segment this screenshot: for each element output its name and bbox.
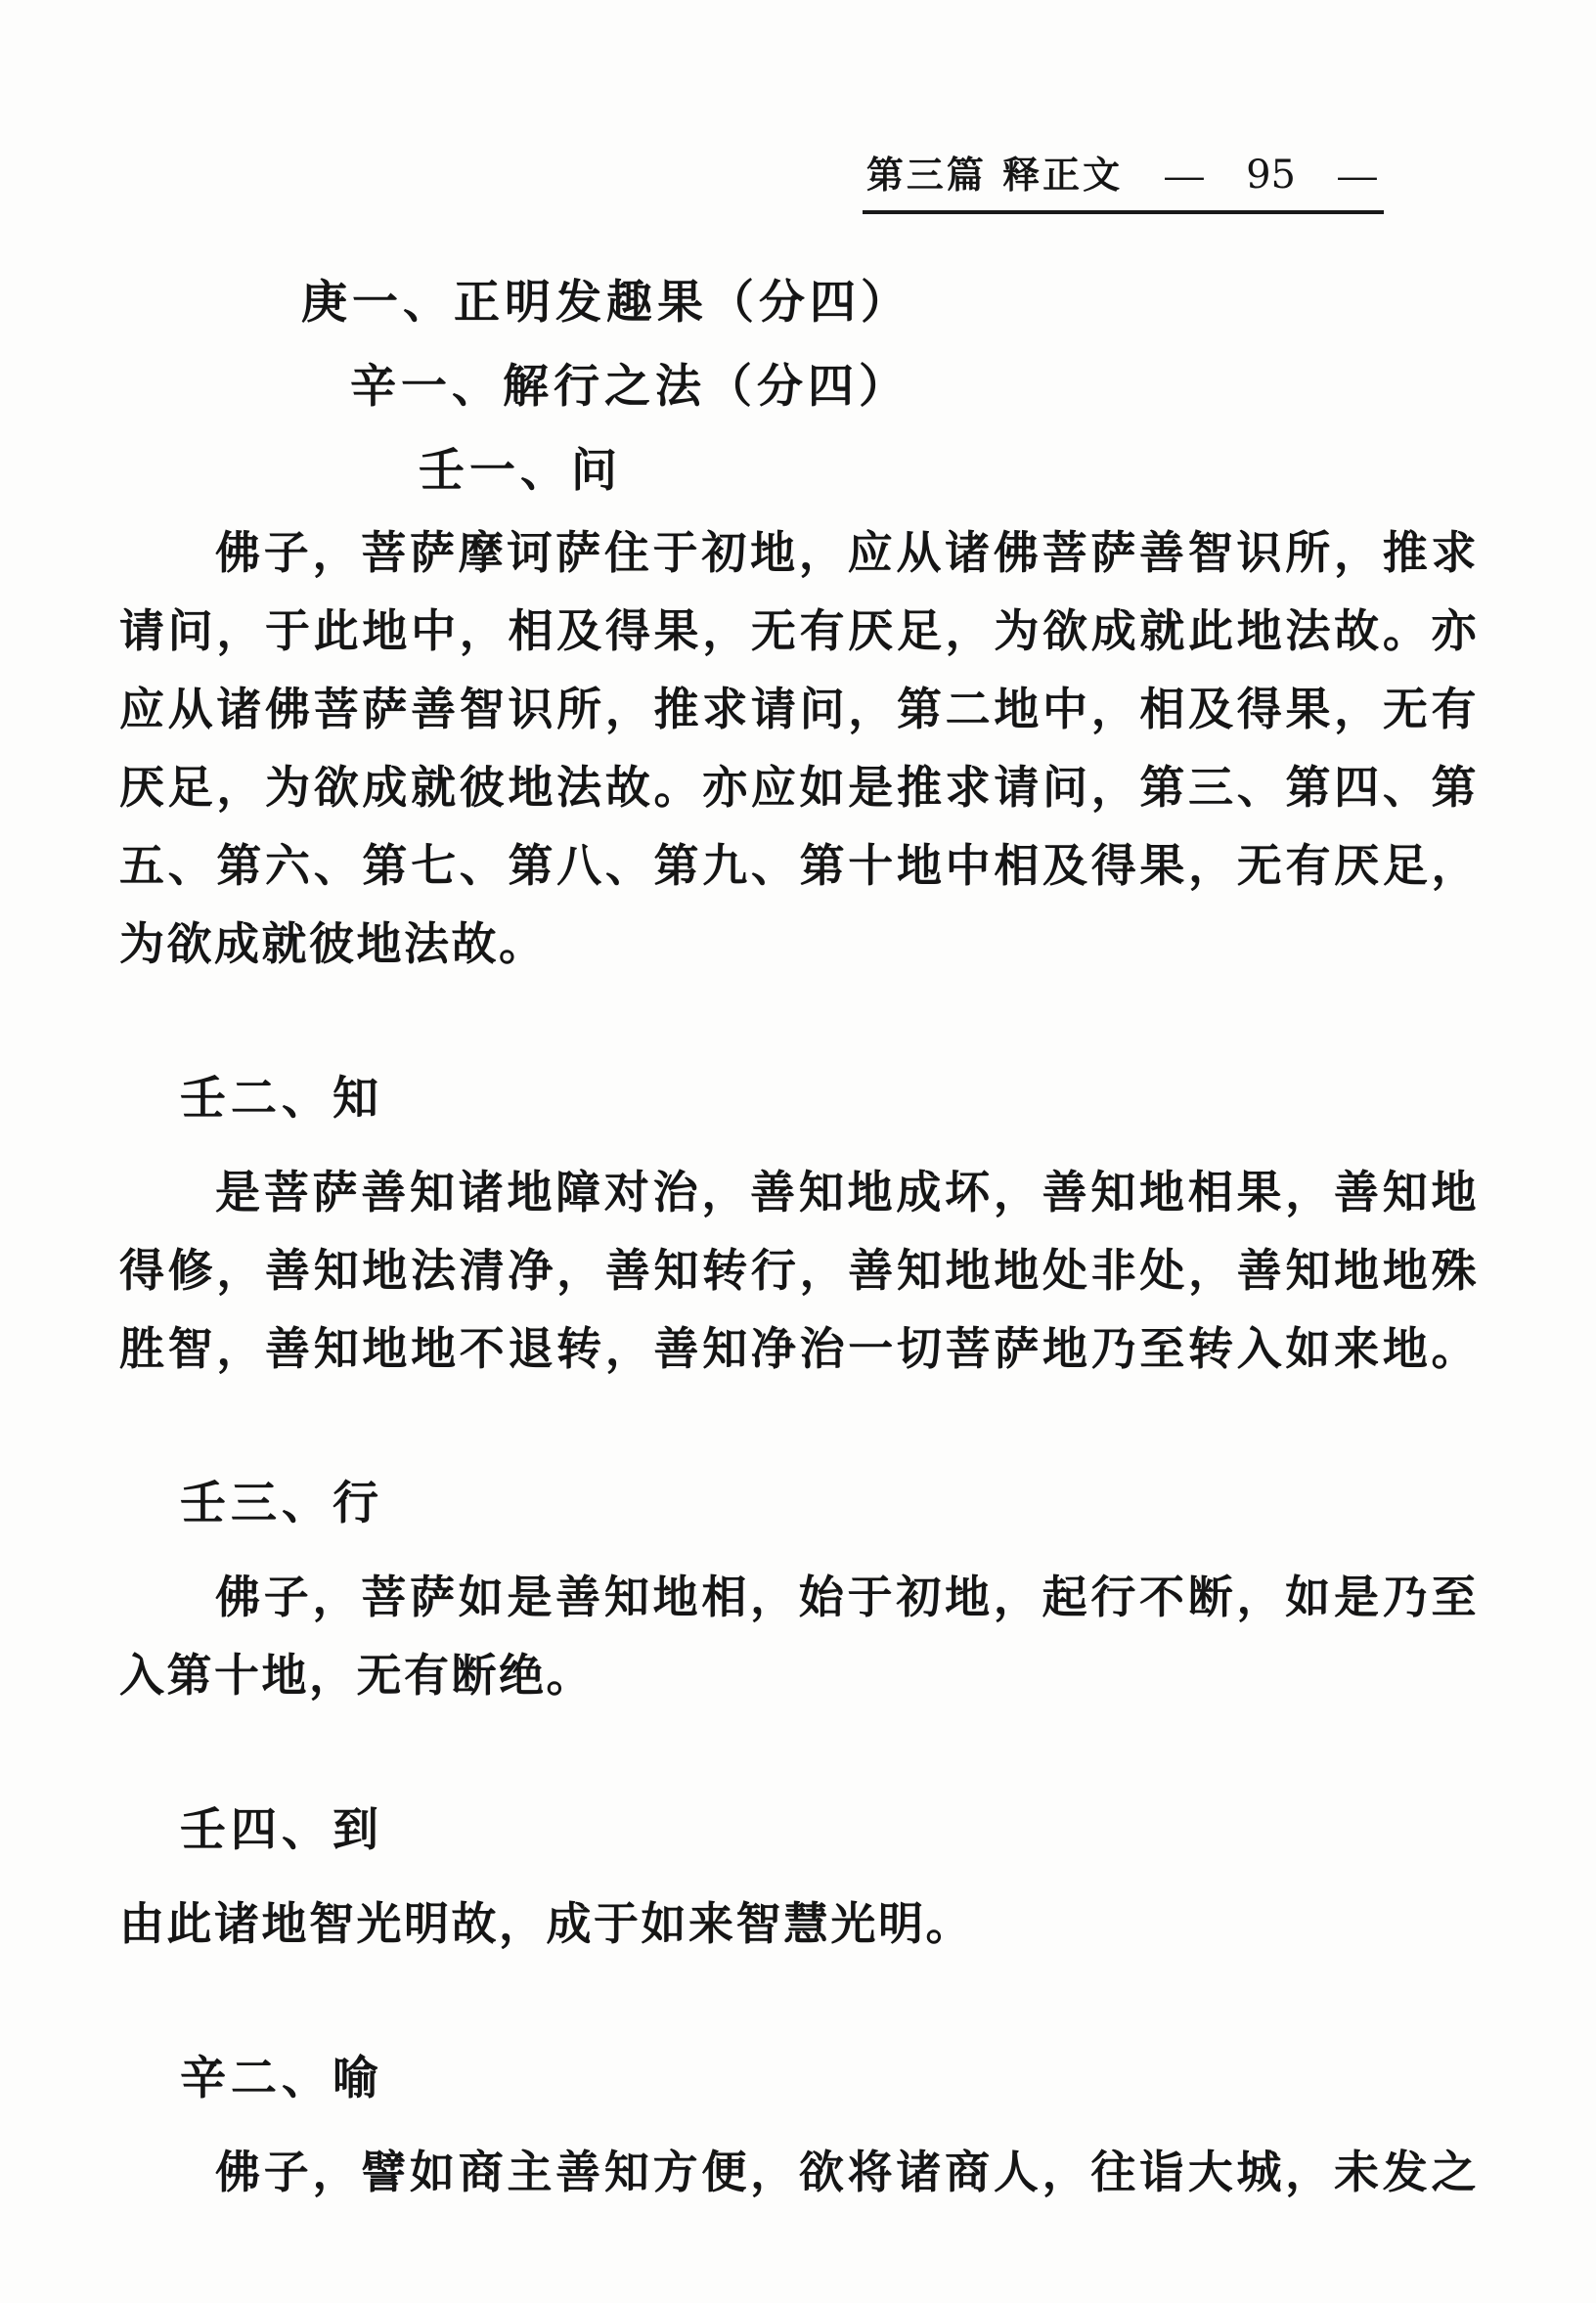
page-number-dash-left: — [1162,157,1207,197]
outline-heading-geng-1: 庚一、正明发趣果（分四） [301,276,911,330]
paragraph-line: 佛子，菩萨摩诃萨住于初地，应从诸佛菩萨善智识所，推求 [215,526,1479,579]
paragraph-analogy [119,2133,1479,2211]
paragraph-line: 是菩萨善知诸地障对治，善知地成坏，善知地相果，善知地 [215,1166,1479,1218]
paragraph-line: 佛子，譬如商主善知方便，欲将诸商人，往诣大城，未发之 [215,2146,1479,2198]
paragraph-line: 得修，善知地法清净，善知转行，善知地地处非处，善知地地殊 [119,1244,1479,1297]
section-heading-ren-3: 壬三、行 [180,1477,383,1530]
paragraph-line: 应从诸佛菩萨善智识所，推求请问，第二地中，相及得果，无有 [119,683,1479,735]
paragraph-arrival [119,1884,1479,1963]
section-heading-ren-2: 壬二、知 [180,1072,383,1126]
paragraph-line: 佛子，菩萨如是善知地相，始于初地，起行不断，如是乃至 [215,1571,1479,1623]
paragraph-question [119,513,1479,983]
paragraph-line: 厌足，为欲成就彼地法故。亦应如是推求请问，第三、第四、第 [119,761,1479,814]
page-number-dash-right: — [1335,157,1380,197]
paragraph-line: 为欲成就彼地法故。 [119,917,547,970]
paragraph-practice [119,1558,1479,1714]
running-head-band [863,145,1384,214]
page-content [119,145,1479,2211]
paragraph-line: 请问，于此地中，相及得果，无有厌足，为欲成就此地法故。亦 [119,604,1479,657]
paragraph-know [119,1153,1479,1388]
running-head [119,145,1384,214]
paragraph-line: 入第十地，无有断绝。 [119,1649,594,1702]
section-heading-ren-4: 壬四、到 [180,1803,383,1857]
paragraph-line: 由此诸地智光明故，成于如来智慧光明。 [119,1897,973,1950]
paragraph-line: 胜智，善知地地不退转，善知净治一切菩萨地乃至转入如来地。 [119,1322,1479,1375]
outline-headings [119,261,1479,513]
page-number: 95 [1246,153,1296,198]
section-heading-xin-2: 辛二、喻 [180,2052,383,2105]
chapter-title: 第三篇 释正文 [865,153,1124,197]
outline-heading-ren-1: 壬一、问 [419,444,622,498]
paragraph-line: 五、第六、第七、第八、第九、第十地中相及得果，无有厌足， [119,839,1479,892]
outline-heading-xin-1: 辛一、解行之法（分四） [350,360,909,414]
